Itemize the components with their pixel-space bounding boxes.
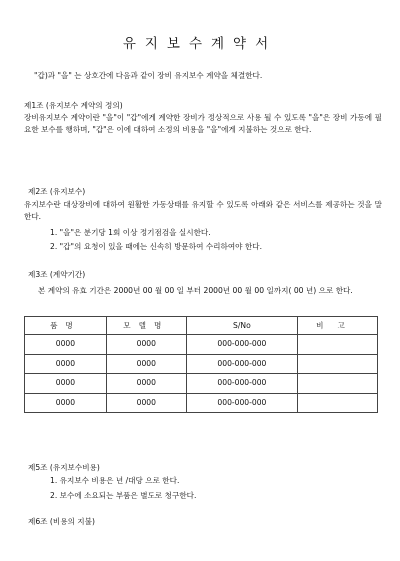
table-row xyxy=(25,335,378,355)
table-row xyxy=(25,393,378,413)
section1-heading: 제1조 (유지보수 계약의 정의) xyxy=(24,101,123,110)
section5-item-1: 1. 유지보수 비용은 년 /대당 으로 한다. xyxy=(50,476,180,485)
cell-remarks xyxy=(298,335,378,355)
section5-item-2: 2. 보수에 소요되는 부품은 별도로 청구한다. xyxy=(50,491,197,500)
cell-serial: 000-000-000 xyxy=(186,354,297,374)
cell-product: 0000 xyxy=(25,374,107,394)
section5-heading: 제5조 (유지보수비용) xyxy=(28,463,100,472)
cell-model: 0000 xyxy=(106,393,186,413)
cell-remarks xyxy=(298,393,378,413)
header-serial-no: S/No xyxy=(186,317,297,335)
section6-heading: 제6조 (비용의 지불) xyxy=(28,517,95,526)
header-model-name: 모델명 xyxy=(106,317,186,335)
section2-item-2: 2. "갑"의 요청이 있을 때에는 신속히 방문하여 수리하여야 한다. xyxy=(50,242,263,251)
cell-model: 0000 xyxy=(106,335,186,355)
intro-paragraph: "갑)과 "을" 는 상호간에 다음과 같이 장비 유지보수 계약을 체결한다. xyxy=(34,71,263,80)
cell-serial: 000-000-000 xyxy=(186,335,297,355)
cell-model: 0000 xyxy=(106,354,186,374)
cell-product: 0000 xyxy=(25,335,107,355)
section2-item-1: 1. "을"은 분기당 1회 이상 정기점검을 실시한다. xyxy=(50,228,211,237)
cell-product: 0000 xyxy=(25,393,107,413)
cell-remarks xyxy=(298,374,378,394)
document-title: 유지보수계약서 xyxy=(122,36,278,52)
cell-model: 0000 xyxy=(106,374,186,394)
table-row xyxy=(25,374,378,394)
section2-heading: 제2조 (유지보수) xyxy=(28,187,86,196)
cell-product: 0000 xyxy=(25,354,107,374)
cell-serial: 000-000-000 xyxy=(186,374,297,394)
equipment-table xyxy=(24,316,378,413)
section2-body: 유지보수란 대상장비에 대하여 원활한 가동상태를 유지할 수 있도록 아래와 같은 서비스를 제공하는 것을 말한다. xyxy=(24,200,382,221)
table-header-row xyxy=(25,317,378,335)
section3-body: 본 계약의 유효 기간은 2000년 00 월 00 일 부터 2000년 00 월 00 일까지( 00 년) 으로 한다. xyxy=(38,286,353,295)
cell-serial: 000-000-000 xyxy=(186,393,297,413)
header-product-name: 품명 xyxy=(25,317,107,335)
section1-body: 장비유지보수 계약이란 "을"이 "갑"에게 계약한 장비가 정상적으로 사용 될 수 있도록 "을"은 장비 가동에 필요한 보수를 행하며, "갑"은 이에 대하여 소정의 비용을 "을"에게 지불하는 것으로 한다. xyxy=(24,113,382,134)
section3-heading: 제3조 (계약기간) xyxy=(28,270,86,279)
cell-remarks xyxy=(298,354,378,374)
header-remarks: 비고 xyxy=(298,317,378,335)
table-row xyxy=(25,354,378,374)
